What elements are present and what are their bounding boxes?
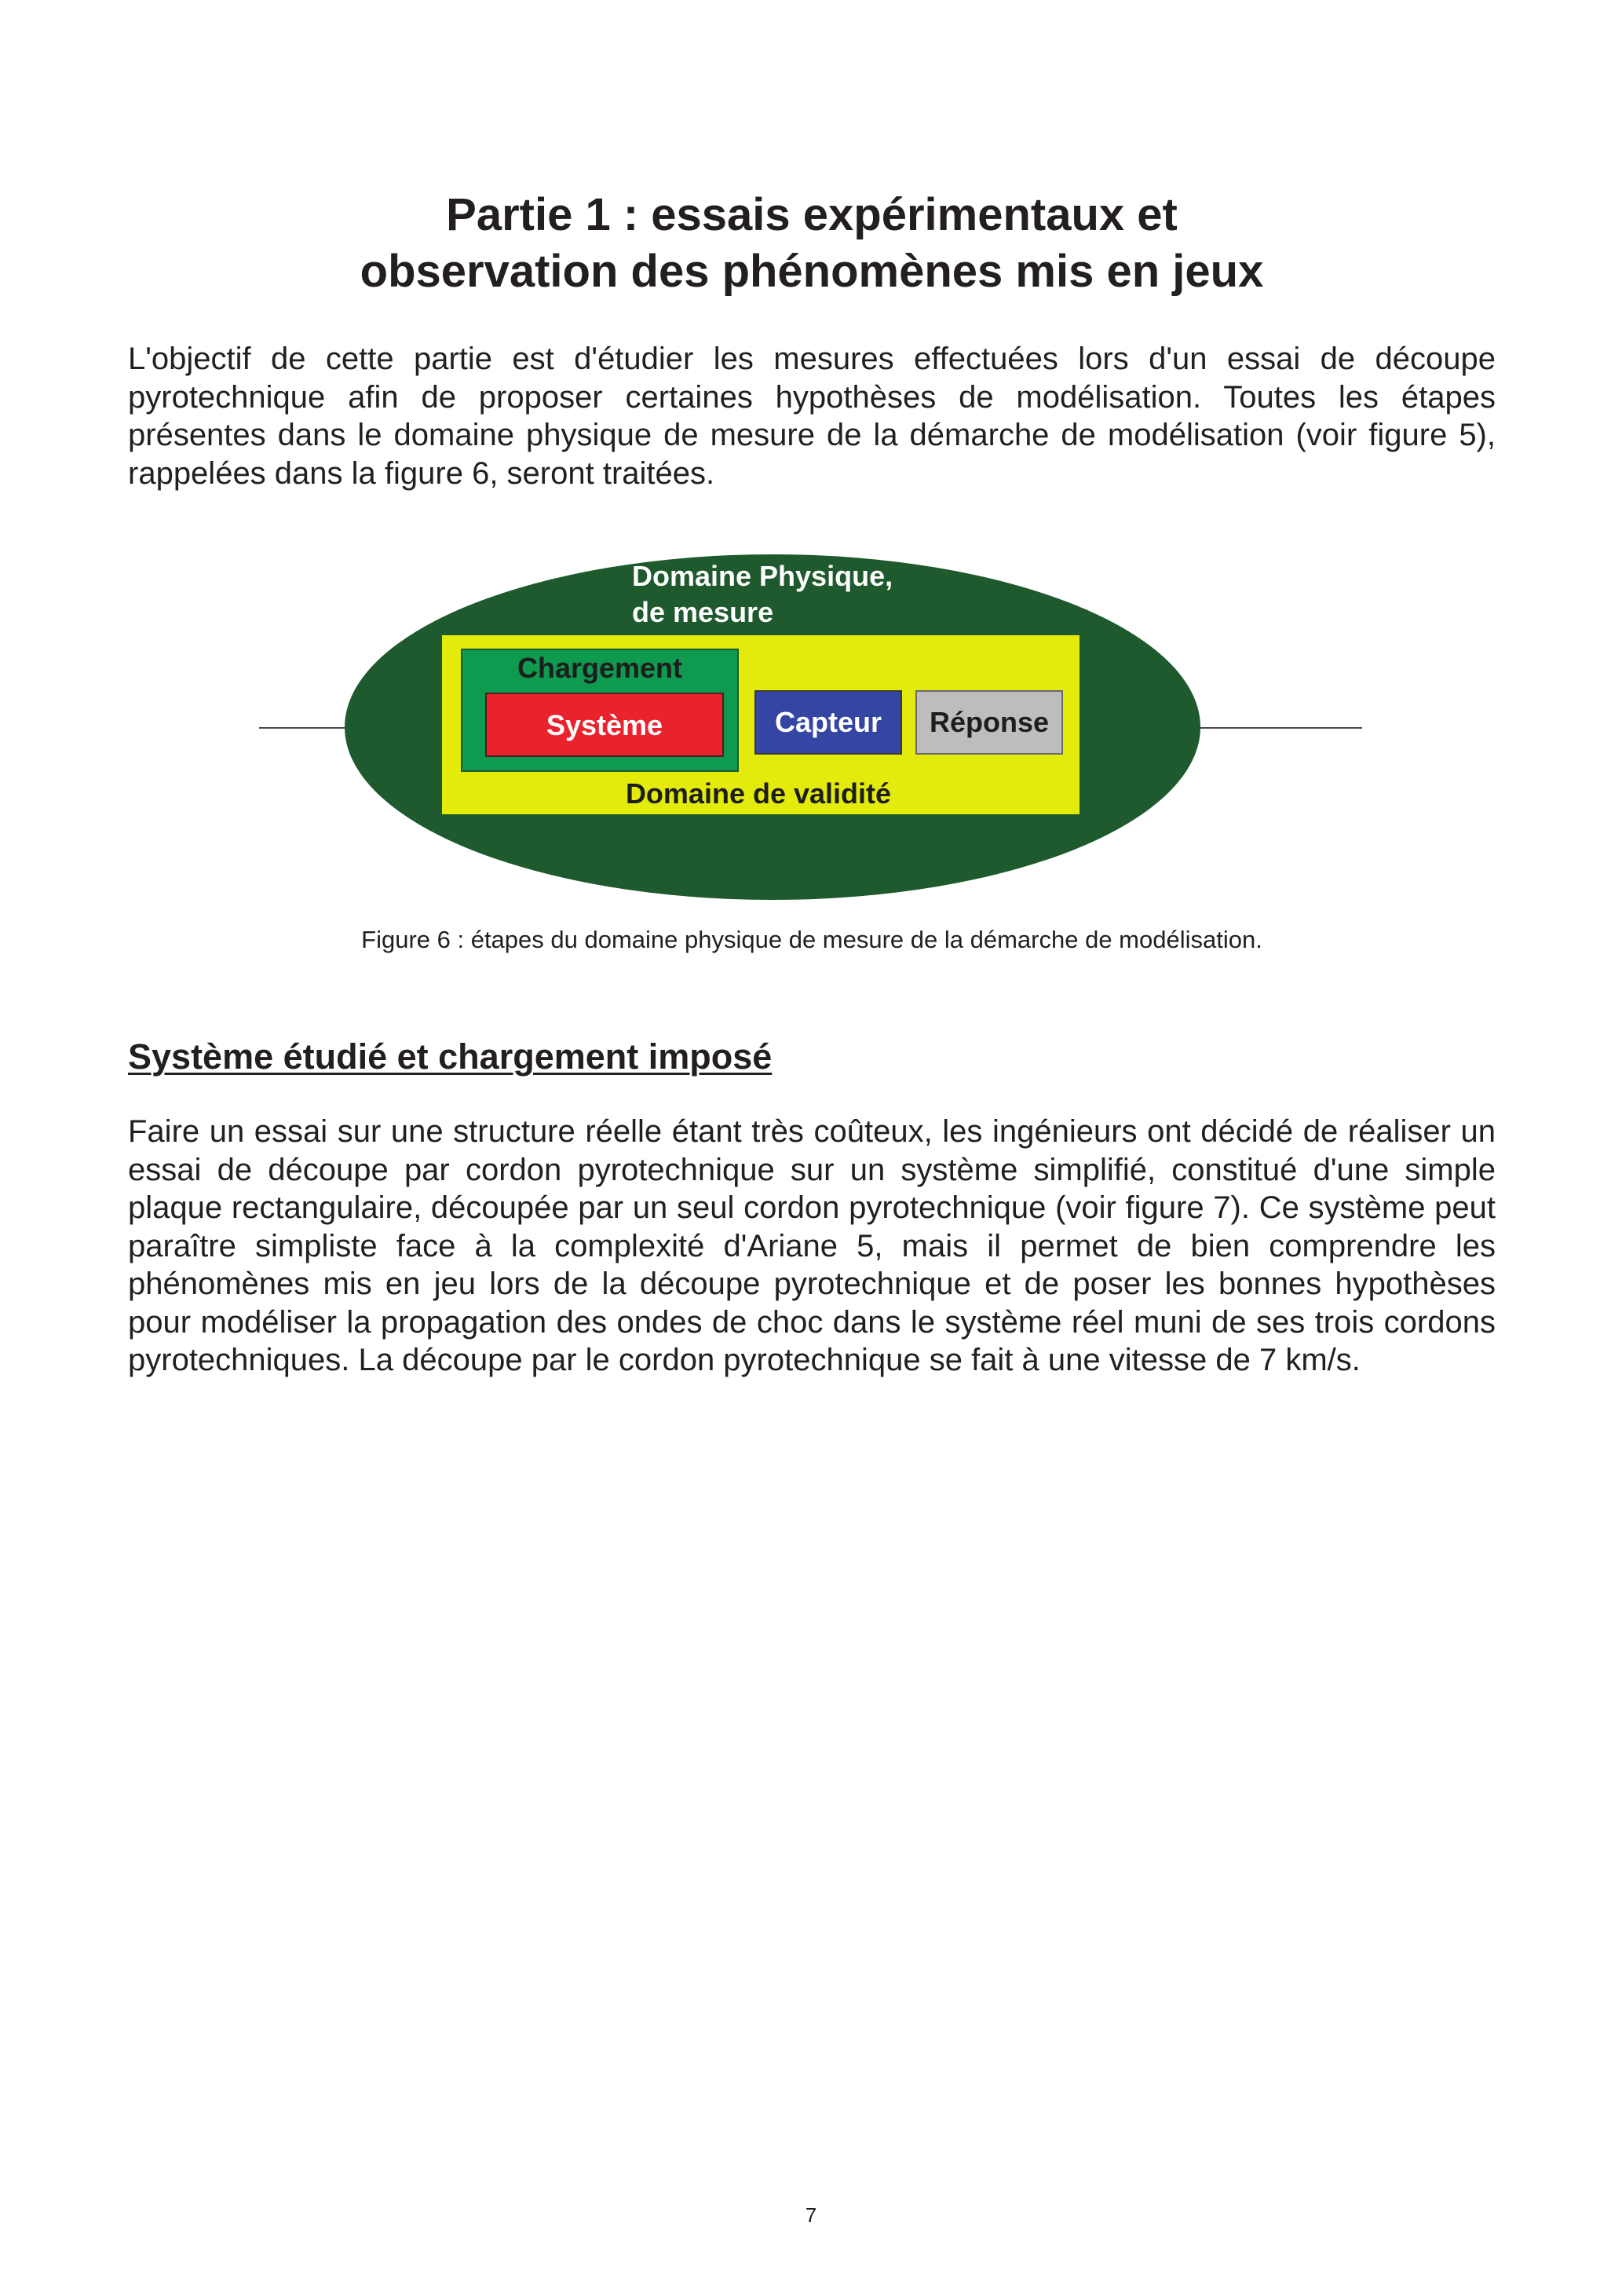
figure-6-diagram [259,540,1366,901]
title-line-1: Partie 1 : essais expérimentaux et [446,189,1178,240]
validity-domain-label: Domaine de validité [625,777,892,810]
title-line-2: observation des phénomènes mis en jeux [360,246,1264,297]
page-title [128,187,1496,300]
chargement-label: Chargement [517,652,683,684]
intro-paragraph: L'objectif de cette partie est d'étudier les mesures effectuées lors d'un essai de découpe pyrotechnique afin de proposer certaines hypothèses de modélisation. Toutes les étapes présentes dans le domaine physique de mesure de la démarche de modélisation (voir figure 5), rappelées dans la figure 6, seront traitées. [128,342,1496,491]
physical-domain-label-line-2: de mesure [632,596,774,628]
reponse-label: Réponse [929,706,1050,738]
figure-caption: Figure 6 : étapes du domaine physique de mesure de la démarche de modélisation. [361,926,1262,953]
page-number: 7 [805,2203,817,2227]
systeme-label: Système [546,709,663,741]
section-heading: Système étudié et chargement imposé [128,1036,773,1077]
physical-domain-label-line-1: Domaine Physique, [632,560,893,592]
section-paragraph: Faire un essai sur une structure réelle étant très coûteux, les ingénieurs ont décidé de réaliser un essai de découpe par cordon pyrotechnique sur un système simplifié, constitué d'une simple plaque rectangulaire, découpée par un seul cordon pyrotechnique (voir figure 7). Ce système peut paraître simpliste face à la complexité d'Ariane 5, mais il permet de bien comprendre les phénomènes mis en jeu lors de la découpe pyrotechnique et de poser les bonnes hypothèses pour modéliser la propagation des ondes de choc dans le système réel muni de ses trois cordons pyrotechniques. La découpe par le cordon pyrotechnique se fait à une vitesse de 7 km/s. [128,1114,1496,1377]
capteur-label: Capteur [774,706,882,738]
